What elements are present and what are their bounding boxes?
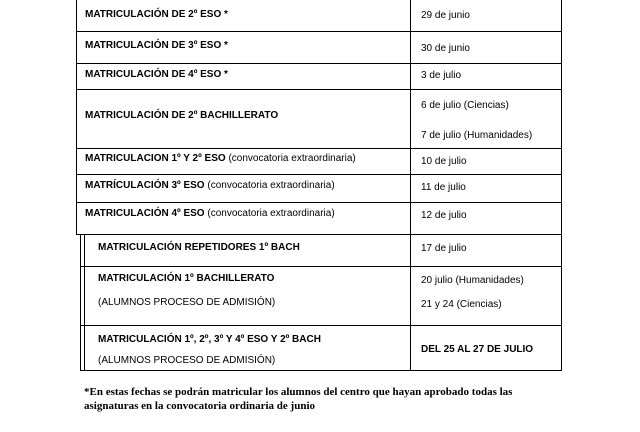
table-row [85,153,356,165]
row-date: 12 de julio [421,210,467,221]
table-row [98,242,300,254]
row-label: MATRICULACIÓN 1º BACHILLERATO [98,273,275,284]
row-label: MATRICULACIÓN 1º, 2º, 3º Y 4º ESO Y 2º BACH [98,334,321,345]
row-date: 20 julio (Humanidades) [421,275,524,286]
row-separator [80,266,562,267]
row-date: 6 de julio (Ciencias) [421,100,509,111]
row-separator [76,148,562,149]
row-date: DEL 25 AL 27 DE JULIO [421,344,534,355]
row-label-note: (convocatoria extraordinaria) [204,180,335,191]
table-left-border [76,0,77,234]
row-label: MATRICULACIÓN DE 3º ESO * [85,40,228,51]
row-label: MATRICULACIÓN DE 2º BACHILLERATO [85,110,279,121]
indent-inner-border [84,234,85,371]
table-row [85,9,228,21]
table-row [85,40,228,52]
table-row [85,180,335,192]
row-separator [76,89,562,90]
indent-outer-border [80,234,81,371]
row-label: MATRICULACIÓN DE 4º ESO * [85,69,228,80]
row-date: 3 de julio [421,70,462,81]
row-date: 17 de julio [421,243,467,254]
row-label: MATRICULACIÓN DE 2º ESO * [85,9,228,20]
row-date: 29 de junio [421,10,470,21]
table-row [85,208,335,220]
table-right-border [561,0,562,371]
row-date: 30 de junio [421,43,470,54]
row-separator [76,63,562,64]
footnote: *En estas fechas se podrán matricular los alumnos del centro que hayan aprobado todas las asignaturas en la convocatoria ordinaria de junio [84,386,513,412]
row-label-note: (ALUMNOS PROCESO DE ADMISIÓN) [98,297,276,308]
row-label-note: (convocatoria extraordinaria) [204,208,335,219]
row-separator [76,174,562,175]
row-label: MATRICULACIÓN 4º ESO [85,208,205,219]
row-date: 11 de julio [421,182,466,193]
column-divider [410,0,411,371]
row-separator [80,325,562,326]
row-label: MATRÍCULACIÓN 3º ESO [85,180,205,191]
row-separator [76,202,562,203]
row-separator [76,31,562,32]
row-label-note: (convocatoria extraordinaria) [225,153,356,164]
row-date: 10 de julio [421,156,467,167]
row-label-note: (ALUMNOS PROCESO DE ADMISIÓN) [98,355,276,366]
row-separator [76,234,562,235]
table-row [85,69,228,81]
row-date: 7 de julio (Humanidades) [421,130,533,141]
table-bottom-border [80,370,562,371]
enrollment-schedule-table [76,0,562,371]
row-label: MATRICULACION 1º Y 2º ESO [85,153,226,164]
row-label: MATRICULACIÓN REPETIDORES 1º BACH [98,242,300,253]
table-row [85,110,278,122]
row-date: 21 y 24 (Ciencias) [421,299,502,310]
